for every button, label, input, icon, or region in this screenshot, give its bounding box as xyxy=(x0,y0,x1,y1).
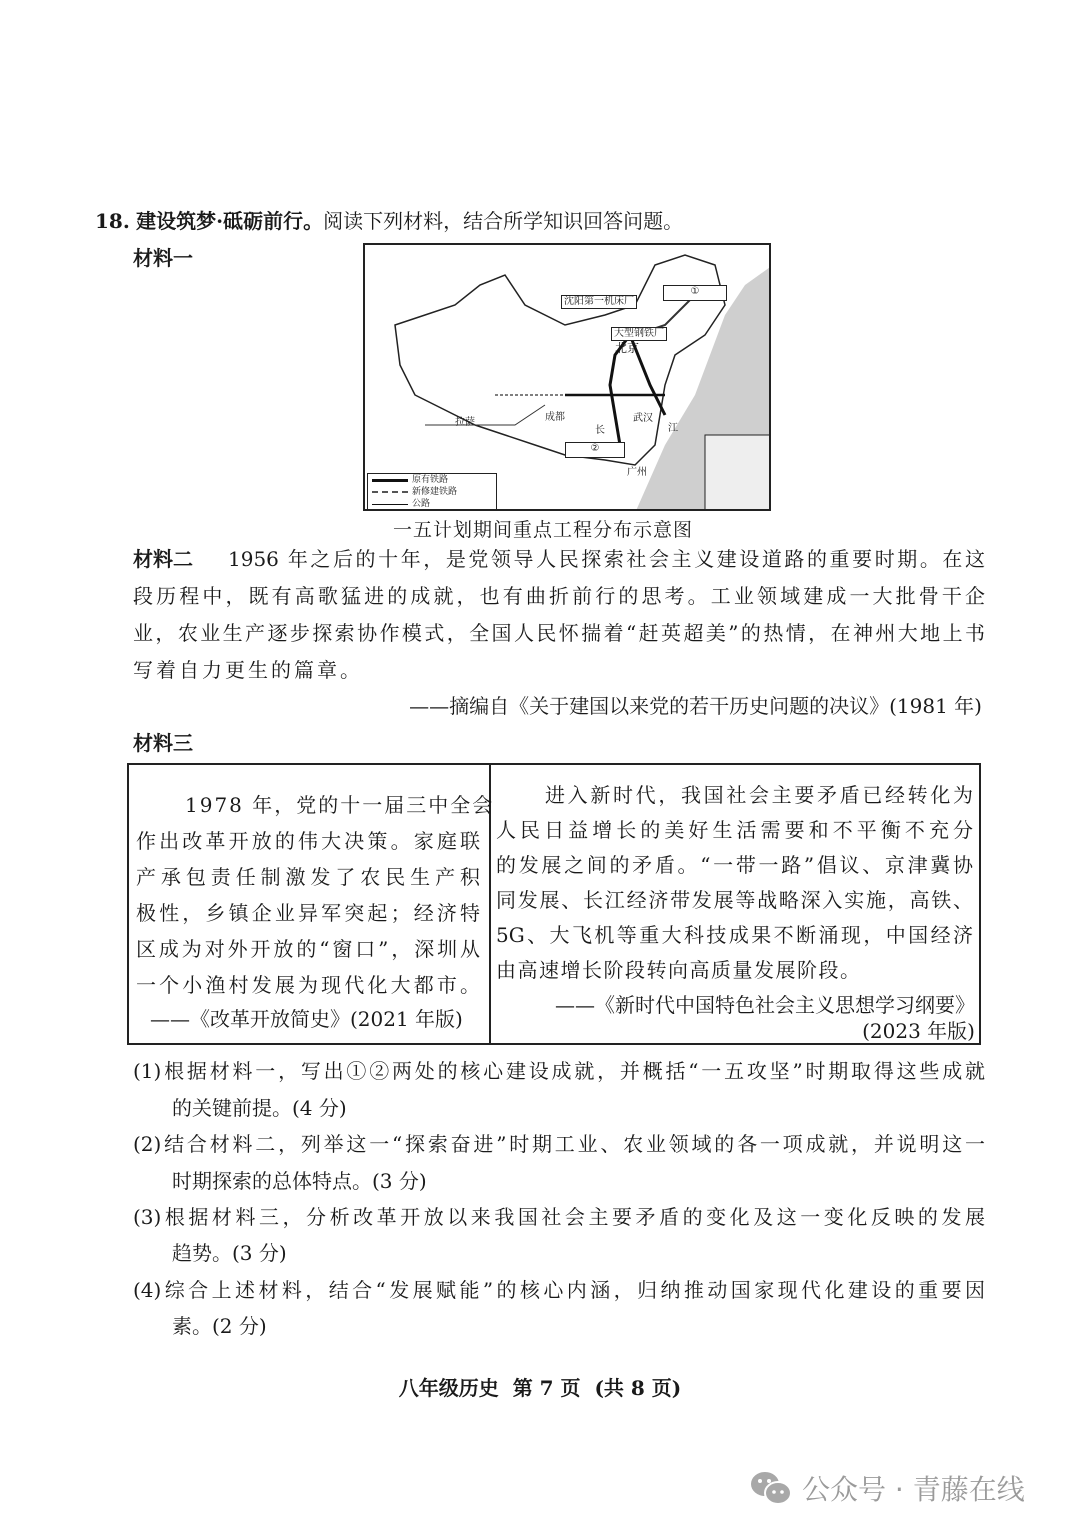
legend-highway: 公路 xyxy=(412,499,431,509)
legend-new-railway: 新修建铁路 xyxy=(412,487,458,497)
material2-source: ——摘编自《关于建国以来党的若干历史问题的决议》(1981 年) xyxy=(409,694,982,718)
question-instruction: 阅读下列材料，结合所学知识回答问题。 xyxy=(323,209,684,233)
material2-line: 业，农业生产逐步探索协作模式，全国人民怀揣着“赶英超美”的热情，在神州大地上书 xyxy=(133,621,985,645)
material2-line: 写着自力更生的篇章。 xyxy=(133,658,363,682)
marker-1: ① xyxy=(663,285,727,301)
question-2-cont: 时期探索的总体特点。(3 分) xyxy=(172,1169,427,1193)
material3-left-line: 极性，乡镇企业异军突起；经济特 xyxy=(136,901,480,925)
question-4-cont: 素。(2 分) xyxy=(172,1314,267,1338)
material3-right-line: 的发展之间的矛盾。“一带一路”倡议、京津冀协 xyxy=(496,853,973,877)
map-label-chang: 长 xyxy=(595,425,605,436)
material2-label: 材料二 xyxy=(133,547,193,571)
material1-label: 材料一 xyxy=(133,246,193,270)
material3-left-line: 1978 年，党的十一届三中全会 xyxy=(185,793,495,817)
question-1-cont: 的关键前提。(4 分) xyxy=(172,1096,347,1120)
material3-right-line: 5G、大飞机等重大科技成果不断涌现，中国经济 xyxy=(496,923,973,947)
map-label-steel: 大型钢铁厂 xyxy=(611,327,667,341)
material3-label: 材料三 xyxy=(133,731,193,755)
wechat-icon xyxy=(750,1470,792,1506)
map-label-guangzhou: 广州 xyxy=(627,467,647,478)
question-heading xyxy=(95,208,683,234)
question-number: 18. xyxy=(95,209,130,233)
question-title: 建设筑梦·砥砺前行。 xyxy=(136,209,324,233)
material3-right-line: 人民日益增长的美好生活需要和不平衡不充分 xyxy=(496,818,973,842)
material3-right-line: 进入新时代，我国社会主要矛盾已经转化为 xyxy=(545,783,973,807)
material3-left-line: 一个小渔村发展为现代化大都市。 xyxy=(136,973,480,997)
legend-existing-railway: 原有铁路 xyxy=(412,475,449,485)
map-legend xyxy=(367,473,497,511)
material3-left-line: 产承包责任制激发了农民生产积 xyxy=(136,865,480,889)
page-footer: 八年级历史 第 7 页 (共 8 页) xyxy=(398,1376,682,1400)
five-year-plan-map xyxy=(363,243,771,511)
material3-right-source: ——《新时代中国特色社会主义思想学习纲要》 xyxy=(555,993,975,1017)
material2-line: 1956 年之后的十年，是党领导人民探索社会主义建设道路的重要时期。在这 xyxy=(228,547,985,571)
material3-right-line: 同发展、长江经济带发展等战略深入实施，高铁、 xyxy=(496,888,973,912)
map-label-chengdu: 成都 xyxy=(545,412,565,423)
map-caption: 一五计划期间重点工程分布示意图 xyxy=(393,519,694,541)
question-3: (3)根据材料三，分析改革开放以来我国社会主要矛盾的变化及这一变化反映的发展 xyxy=(133,1205,985,1229)
question-2: (2)结合材料二，列举这一“探索奋进”时期工业、农业领域的各一项成就，并说明这一 xyxy=(133,1132,985,1156)
map-label-jiang: 江 xyxy=(668,423,678,434)
watermark xyxy=(750,1468,1025,1508)
marker-2: ② xyxy=(565,442,625,458)
question-4: (4)综合上述材料，结合“发展赋能”的核心内涵，归纳推动国家现代化建设的重要因 xyxy=(133,1278,985,1302)
material3-right-source-year: (2023 年版) xyxy=(862,1019,975,1043)
map-label-shenyang: 沈阳第一机床厂 xyxy=(561,295,637,309)
material3-left-line: 区成为对外开放的“窗口”，深圳从 xyxy=(136,937,480,961)
question-3-cont: 趋势。(3 分) xyxy=(172,1241,287,1265)
material3-left-source: ——《改革开放简史》(2021 年版) xyxy=(150,1007,463,1031)
material2-line: 段历程中，既有高歌猛进的成就，也有曲折前行的思考。工业领域建成一大批骨干企 xyxy=(133,584,985,608)
watermark-text: 公众号 · 青藤在线 xyxy=(802,1473,1025,1506)
material3-left-line: 作出改革开放的伟大决策。家庭联 xyxy=(136,829,480,853)
map-label-beijing: 北京 xyxy=(615,341,640,355)
map-label-wuhan: 武汉 xyxy=(633,413,653,424)
question-1: (1)根据材料一，写出①②两处的核心建设成就，并概括“一五攻坚”时期取得这些成就 xyxy=(133,1059,985,1083)
material3-right-line: 由高速增长阶段转向高质量发展阶段。 xyxy=(496,958,862,982)
map-label-lhasa: 拉萨 xyxy=(455,417,475,428)
